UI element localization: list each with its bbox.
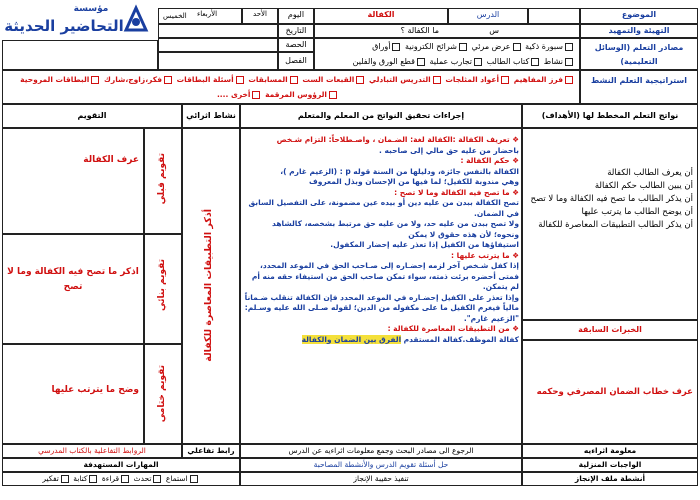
col-enrich-header: نشاط اثرائي bbox=[182, 104, 240, 128]
eval-pre-label: تقويم قبلي bbox=[157, 153, 167, 205]
bullet-star-icon: ❖ bbox=[509, 324, 519, 333]
strategies-row2 bbox=[139, 89, 339, 100]
strategy-item: القبعات الست bbox=[302, 75, 366, 84]
source-item: سبورة ذكية bbox=[525, 42, 575, 51]
logo bbox=[2, 2, 152, 40]
skill-item: تفكير bbox=[42, 474, 70, 483]
eval-pre-text-cell bbox=[2, 128, 144, 234]
checkbox-icon[interactable] bbox=[565, 43, 573, 51]
interactive-label: رابط تفاعلي bbox=[182, 444, 240, 458]
procedure-line: ونحوه؛ لأن هذه حقوق لا يمكن bbox=[408, 229, 519, 239]
date-label: التاريخ bbox=[278, 24, 314, 38]
outcomes-cell bbox=[522, 128, 698, 320]
eval-post-label: تقويم ختامي bbox=[157, 365, 167, 423]
procedure-line: "الزعيم غارم". bbox=[463, 313, 519, 323]
highlighted-text: الفرق بين الضمان والكفالة bbox=[301, 334, 402, 344]
skill-item: تحدث bbox=[134, 474, 164, 483]
col-procedures-header: إجراءات تحقيق النواتج من المعلم والمتعلم bbox=[240, 104, 522, 128]
checkbox-icon[interactable] bbox=[513, 43, 521, 51]
outcomes-list bbox=[525, 167, 693, 232]
procedure-line: ولا تصح ببدن من عليه حد، ولا من عليه حق مرتبط بشخصه، كالشاهد bbox=[271, 219, 519, 228]
topic-label: الموضوع bbox=[580, 8, 698, 24]
strategy-item: التدريس التبادلي bbox=[369, 75, 443, 84]
bullet-star-icon: ❖ bbox=[509, 156, 519, 165]
procedure-line: ❖ حكم الكفالة : bbox=[460, 156, 519, 165]
checkbox-icon[interactable] bbox=[356, 76, 364, 84]
source-item: تجارب عملية bbox=[430, 57, 485, 66]
source-item: عرض مرئي bbox=[472, 42, 523, 51]
lesson-label: الدرس bbox=[448, 8, 528, 24]
bullet-star-icon: ❖ bbox=[509, 187, 519, 197]
lesson-value: الكفالة bbox=[314, 8, 448, 24]
procedure-line: ❖ تعريف الكفالة :الكفالة لغة: الضـمان ، واصـطلاحاً: التزام شـخص bbox=[276, 135, 519, 144]
source-item: قطع الورق والفلين bbox=[353, 57, 427, 66]
outcome-item: أن يذكر الطالب ما تصح فيه الكفالة وما لا تصح bbox=[530, 194, 693, 204]
eval-pre-label-cell bbox=[144, 128, 182, 234]
sources-label: مصادر التعلم (الوسائل التعليمية) bbox=[580, 38, 698, 70]
checkbox-icon[interactable] bbox=[531, 58, 539, 66]
eval-post-text: وضح ما يترتب عليها bbox=[51, 385, 139, 395]
eval-mid-label: تقويم بنائي bbox=[157, 259, 167, 311]
strategy-item: أسئلة البطاقات bbox=[177, 75, 246, 84]
day-cell bbox=[158, 8, 242, 24]
procedure-line: تصح الكفالة ببدن من عليه دين أو بيده عين مضمونة، على التفصيل السابق bbox=[248, 198, 519, 207]
prior-value-cell bbox=[522, 340, 698, 444]
checkbox-icon[interactable] bbox=[565, 76, 573, 84]
col-outcomes-header: نواتج التعلم المخطط لها (الأهداف) bbox=[522, 104, 698, 128]
procedure-line: وإذا تعذر على الكفيل إحضـاره في الموعد المحدد فإن الكفالة تنقلب ضـماناً bbox=[244, 292, 519, 302]
intro-label: التهيئة والتمهيد bbox=[580, 24, 698, 38]
skill-item: كتابة bbox=[73, 474, 99, 483]
procedure-line: مالياً فيغرم الكفيل ما على مكفوله من الدين؛ لقوله صـلى الله عليه وسـلم: bbox=[244, 303, 519, 312]
sources-row1 bbox=[319, 41, 575, 52]
source-item: أوراق bbox=[372, 42, 402, 51]
strategy-item: فرز المفاهيم bbox=[514, 75, 575, 84]
checkbox-icon[interactable] bbox=[329, 91, 337, 99]
question-q: س bbox=[489, 26, 499, 35]
logo-line2: التحاضير الحديثة bbox=[4, 17, 124, 35]
checkbox-icon[interactable] bbox=[417, 58, 425, 66]
question-text: ما الكفالة ؟ bbox=[400, 26, 439, 35]
source-item: شرائح الكترونية bbox=[405, 42, 469, 51]
skill-item: قراءة bbox=[102, 474, 131, 483]
date-value bbox=[158, 24, 278, 38]
enrich-info-value: الرجوع الى مصادر البحث وجمع معلومات اثراءيه عن الدرس bbox=[240, 444, 522, 458]
strategy-item: المسابقات bbox=[248, 75, 299, 84]
procedure-line: الكفالة بالنفس جائزة، ودليلها من السنة قوله p : (الزعيم غارم )، bbox=[280, 166, 519, 176]
source-item: نشاط bbox=[544, 57, 575, 66]
eval-mid-text: اذكر ما تصح فيه الكفالة وما لا تصح bbox=[7, 267, 139, 292]
procedure-line: وهي مندوبة للكفيل؛ لما فيها من الإحسان وبذل المعروف bbox=[308, 177, 519, 186]
homework-value: حل أسئلة تقويم الدرس والأنشطة المصاحبة bbox=[240, 458, 522, 472]
procedure-line: لم يتمكن. bbox=[482, 282, 519, 291]
ahad-label: الأحد bbox=[242, 8, 278, 24]
outcome-item: أن يوضح الطالب ما يترتب عليها bbox=[581, 207, 693, 217]
procedure-line: استيفاؤها من الكفيل إذا تعذر عليه إحضار المكفول. bbox=[330, 240, 519, 249]
procedure-line: ❖ من التطبيقات المعاصرة للكفالة : bbox=[387, 324, 519, 333]
bullet-star-icon: ❖ bbox=[509, 250, 519, 260]
enrich-info-label: معلومة اثراءيه bbox=[522, 444, 698, 458]
enrich-cell bbox=[182, 128, 240, 444]
prior-value: عرف خطاب الضمان المصرفي وحكمه bbox=[536, 387, 693, 397]
checkbox-icon[interactable] bbox=[89, 475, 97, 483]
checkbox-icon[interactable] bbox=[433, 76, 441, 84]
source-item: كتاب الطالب bbox=[487, 57, 542, 66]
outcome-item: أن يذكر الطالب التطبيقات المعاصرة للكفالة bbox=[538, 220, 693, 230]
checkbox-icon[interactable] bbox=[190, 475, 198, 483]
portfolio-value: تنفيذ حقيبة الإنجاز bbox=[240, 472, 522, 486]
checkbox-icon[interactable] bbox=[392, 43, 400, 51]
sources-row2 bbox=[319, 56, 575, 67]
checkbox-icon[interactable] bbox=[236, 76, 244, 84]
strategy-item: فكر،زاوج،شارك bbox=[104, 75, 174, 84]
portfolio-label: أنشطة ملف الإنجاز bbox=[522, 472, 698, 486]
skills-label: المهارات المستهدفة bbox=[2, 458, 240, 472]
checkbox-icon[interactable] bbox=[459, 43, 467, 51]
checkbox-icon[interactable] bbox=[290, 76, 298, 84]
period-label: الحصة bbox=[278, 38, 314, 52]
eval-mid-text-cell bbox=[2, 234, 144, 344]
class-label: الفصل bbox=[278, 52, 314, 70]
strategies-label: استراتيجية التعلم النشط bbox=[580, 70, 698, 104]
strategy-item: البطاقات المروحية bbox=[20, 75, 101, 84]
strategy-item: أعواد المثلجات bbox=[445, 75, 511, 84]
skills-row bbox=[2, 472, 240, 486]
eval-post-text-cell bbox=[2, 344, 144, 444]
procedure-line: في الضمان. bbox=[474, 208, 519, 218]
prior-label: الخبرات السابقة bbox=[522, 320, 698, 340]
logo-bag-icon bbox=[122, 4, 150, 34]
homework-label: الواجبات المنزلية bbox=[522, 458, 698, 472]
procedures-cell bbox=[240, 128, 522, 444]
checkbox-icon[interactable] bbox=[501, 76, 509, 84]
left-top-blank bbox=[2, 40, 158, 70]
strategy-item: أخرى .... bbox=[217, 90, 263, 99]
lesson-blank bbox=[528, 8, 580, 24]
outcome-item: أن يبين الطالب حكم الكفالة bbox=[594, 181, 693, 191]
procedure-line: فمتى أحضره برئت ذمته، سواء تمكن صاحب الحق من استيفاء حقه منه أم bbox=[251, 271, 519, 281]
class-value bbox=[158, 52, 278, 70]
procedure-line: ❖ ما تصح فيه الكفالة وما لا تصح : bbox=[394, 187, 519, 197]
checkbox-icon[interactable] bbox=[474, 58, 482, 66]
strategies-row1 bbox=[5, 74, 575, 85]
checkbox-icon[interactable] bbox=[252, 91, 260, 99]
checkbox-icon[interactable] bbox=[121, 475, 129, 483]
enrich-text: أذكر التطبيقات المعاصرة للكفالة bbox=[203, 209, 214, 362]
checkbox-icon[interactable] bbox=[61, 475, 69, 483]
interactive-links[interactable]: الروابط التفاعلية بالكتاب المدرسي bbox=[2, 444, 182, 458]
procedure-line: كفالة الموظف.كفالة المستقدم الفرق بين الضمان والكفالة bbox=[301, 334, 519, 344]
checkbox-icon[interactable] bbox=[91, 76, 99, 84]
procedure-line: إذا كفل شـخص آخر لزمه إحضـاره إلى صـاحب الحق في الموعد المحدد، bbox=[260, 261, 519, 270]
logo-line1: مؤسسة bbox=[73, 4, 109, 14]
period-value bbox=[158, 38, 278, 52]
sources-cell bbox=[314, 38, 580, 70]
procedure-line: ❖ ما يترتب عليها : bbox=[451, 250, 519, 260]
eval-mid-label-cell bbox=[144, 234, 182, 344]
bullet-star-icon: ❖ bbox=[509, 135, 519, 144]
col-evaluation-header: التقويم bbox=[2, 104, 182, 128]
checkbox-icon[interactable] bbox=[164, 76, 172, 84]
eval-post-label-cell bbox=[144, 344, 182, 444]
checkbox-icon[interactable] bbox=[153, 475, 161, 483]
arbaa-label: الأربعاء bbox=[197, 10, 218, 18]
checkbox-icon[interactable] bbox=[565, 58, 573, 66]
strategies-cell bbox=[2, 70, 580, 104]
khamis-label: الخميس bbox=[163, 12, 187, 20]
day-label: اليوم bbox=[278, 8, 314, 24]
skill-item: استماع bbox=[166, 474, 200, 483]
eval-pre-text: عرف الكفالة bbox=[83, 155, 139, 165]
procedure-line: باحضار من عليه حق مالي إلى صاحبه . bbox=[379, 145, 519, 155]
procedures-list bbox=[241, 135, 521, 345]
outcome-item: أن يعرف الطالب الكفالة bbox=[607, 168, 693, 178]
intro-question bbox=[314, 24, 580, 38]
strategy-item: الرؤوس المرقمة bbox=[265, 90, 339, 99]
